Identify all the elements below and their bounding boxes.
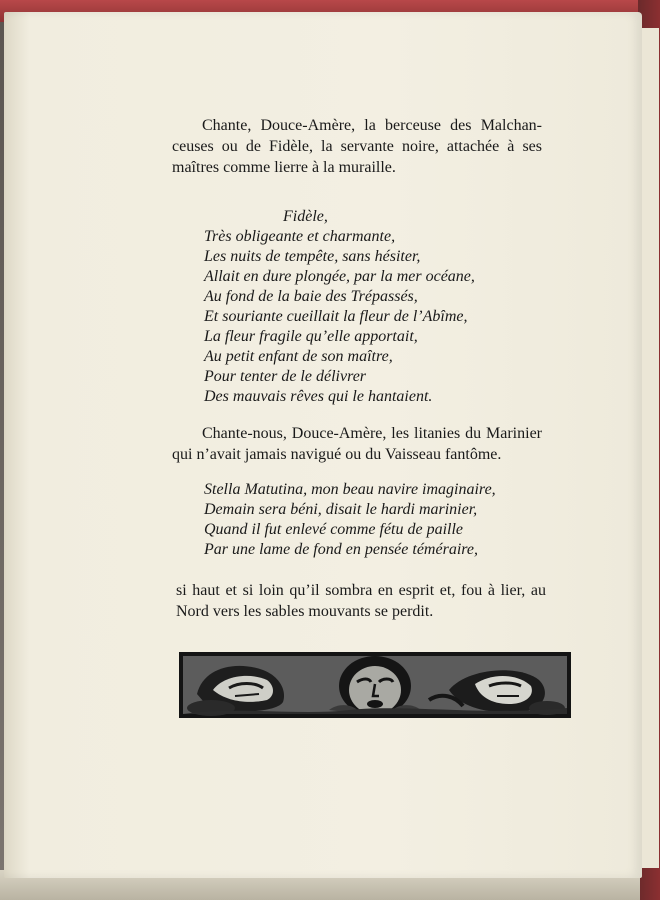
verse-line: Les nuits de tempête, sans hésiter, bbox=[204, 248, 421, 265]
book-page bbox=[4, 12, 642, 878]
paragraph-line: Chante, Douce-Amère, la berceuse des Malchan- bbox=[202, 117, 542, 134]
verse-line: Par une lame de fond en pensée téméraire, bbox=[204, 541, 478, 558]
paragraph-1 bbox=[172, 115, 542, 178]
verse-line: Au petit enfant de son maître, bbox=[204, 348, 393, 365]
paragraph-line: maîtres comme lierre à la muraille. bbox=[172, 159, 396, 176]
verse-line: La fleur fragile qu’elle apportait, bbox=[204, 328, 418, 345]
paragraph-2 bbox=[172, 423, 542, 465]
verse-line: Fidèle, bbox=[283, 208, 328, 225]
paragraph-3 bbox=[176, 580, 546, 622]
woodcut-vignette bbox=[179, 650, 571, 720]
verse-1 bbox=[204, 207, 475, 407]
paragraph-line: Nord vers les sables mouvants se perdit. bbox=[176, 603, 434, 620]
verse-line: Des mauvais rêves qui le hantaient. bbox=[204, 388, 433, 405]
verse-line: Et souriante cueillait la fleur de l’Abîme, bbox=[204, 308, 468, 325]
paragraph-line: si haut et si loin qu’il sombra en esprit et, fou à lier, au bbox=[176, 582, 546, 599]
verse-line: Allait en dure plongée, par la mer océane, bbox=[204, 268, 475, 285]
paragraph-line: Chante-nous, Douce-Amère, les litanies du Marinier bbox=[202, 425, 542, 442]
verse-line: Pour tenter de le délivrer bbox=[204, 368, 367, 385]
verse-line: Au fond de la baie des Trépassés, bbox=[204, 288, 418, 305]
verse-2 bbox=[204, 480, 496, 560]
verse-line: Quand il fut enlevé comme fétu de paille bbox=[204, 521, 464, 538]
paragraph-line: qui n’avait jamais navigué ou du Vaisseau fantôme. bbox=[172, 446, 502, 463]
verse-line: Stella Matutina, mon beau navire imaginaire, bbox=[204, 481, 496, 498]
paragraph-line: ceuses ou de Fidèle, la servante noire, attachée à ses bbox=[172, 138, 542, 155]
next-page-edge bbox=[640, 28, 659, 868]
verse-line: Très obligeante et charmante, bbox=[204, 228, 396, 245]
verse-line: Demain sera béni, disait le hardi marinier, bbox=[204, 501, 478, 518]
